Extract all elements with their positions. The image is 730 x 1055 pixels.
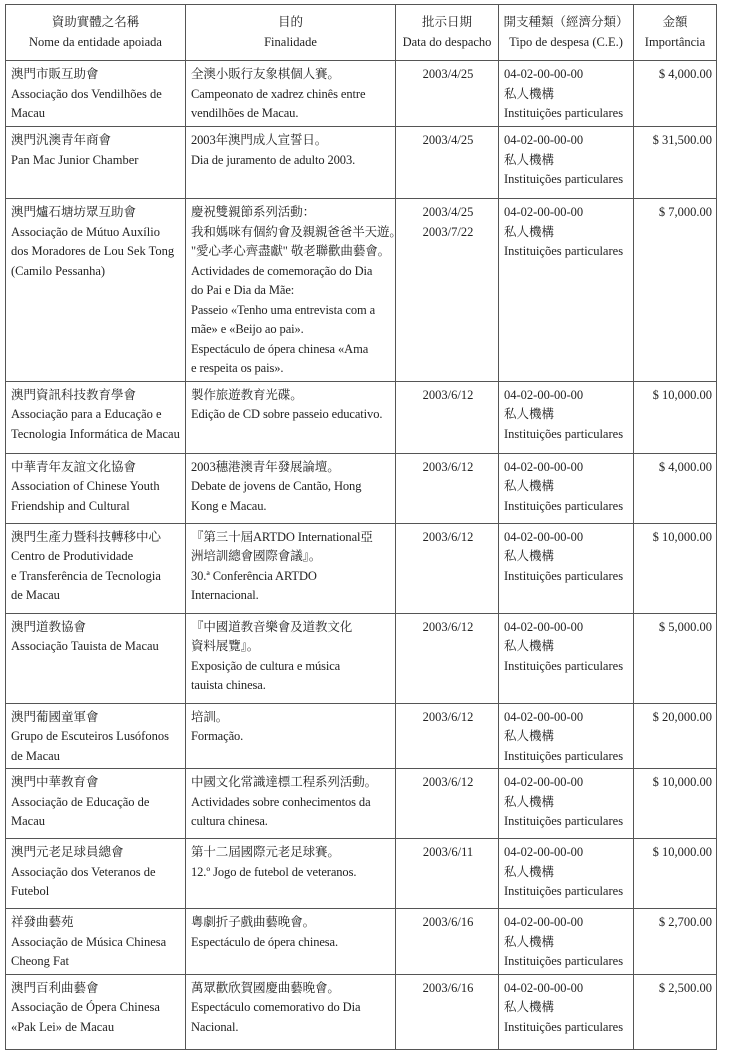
type-line: 04-02-00-00-00 xyxy=(504,459,584,474)
cell-dates xyxy=(396,199,499,382)
entity-line: Associação dos Veteranos de xyxy=(11,864,156,879)
entity-line: Grupo de Escuteiros Lusófonos xyxy=(11,729,169,743)
cell-dates xyxy=(396,127,499,199)
dates-line: 2003/6/12 xyxy=(422,619,474,634)
entity-line: 澳門資訊科技教育學會 xyxy=(11,387,137,402)
purpose-line: Espectáculo de ópera chinesa «Ama xyxy=(191,341,369,356)
entity-line: Centro de Produtividade xyxy=(11,549,134,563)
cell-dates xyxy=(396,769,499,839)
cell-dates xyxy=(396,703,499,769)
entity-line: Tecnologia Informática de Macau xyxy=(11,426,180,441)
type-line: 04-02-00-00-00 xyxy=(504,845,584,859)
purpose-line: Kong e Macau. xyxy=(191,498,267,513)
header-pt: Importância xyxy=(644,34,706,49)
purpose-line: 2003穗港澳青年發展論壇。 xyxy=(191,459,340,474)
cell-purpose xyxy=(186,61,396,127)
purpose-line: 我和媽咪有個約會及親親爸爸半天遊。 xyxy=(191,224,402,239)
type-line: 私人機構 xyxy=(504,864,555,879)
cell-entity xyxy=(6,839,186,909)
dates-line: 2003/6/16 xyxy=(422,980,474,995)
entity-line: dos Moradores de Lou Sek Tong xyxy=(11,244,175,258)
cell-type xyxy=(499,613,634,703)
purpose-line: 『第三十屆ARTDO International亞 xyxy=(191,529,373,544)
entity-line: 澳門元老足球員總會 xyxy=(11,845,124,859)
cell-dates xyxy=(396,523,499,613)
purpose-line: 『中國道教音樂會及道教文化 xyxy=(191,619,353,634)
table-row xyxy=(6,769,717,839)
entity-line: 澳門市販互助會 xyxy=(11,67,99,81)
type-line: 私人機構 xyxy=(504,794,555,809)
entity-line: Associação Tauista de Macau xyxy=(11,639,159,653)
table-row xyxy=(6,61,717,127)
cell-amount: $ 4,000.00 xyxy=(634,61,717,127)
cell-purpose xyxy=(186,974,396,1049)
entity-line: Associação de Educação de xyxy=(11,794,150,809)
type-line: 04-02-00-00-00 xyxy=(504,387,584,402)
table-row xyxy=(6,839,717,909)
purpose-line: do Pai e Dia da Mãe: xyxy=(191,283,295,297)
entity-line: Association of Chinese Youth xyxy=(11,479,160,493)
purpose-line: Dia de juramento de adulto 2003. xyxy=(191,152,356,167)
purpose-line: 萬眾歡欣賀國慶曲藝晚會。 xyxy=(191,980,340,995)
cell-amount: $ 20,000.00 xyxy=(634,703,717,769)
column-header-purpose xyxy=(186,5,396,61)
purpose-line: 培訓。 xyxy=(191,709,229,724)
cell-purpose xyxy=(186,613,396,703)
entity-line: Associação de Mútuo Auxílio xyxy=(11,224,160,239)
cell-type xyxy=(499,839,634,909)
purpose-line: Nacional. xyxy=(191,1019,239,1034)
column-header-date xyxy=(396,5,499,61)
purpose-line: tauista chinesa. xyxy=(191,678,266,692)
dates-line: 2003/6/12 xyxy=(422,709,474,724)
column-header-amount xyxy=(634,5,717,61)
purpose-line: 洲培訓總會國際會議』。 xyxy=(191,549,322,563)
table-row xyxy=(6,613,717,703)
cell-amount: $ 2,500.00 xyxy=(634,974,717,1049)
cell-entity xyxy=(6,769,186,839)
table-row xyxy=(6,909,717,975)
cell-type xyxy=(499,974,634,1049)
entity-line: 澳門道教協會 xyxy=(11,619,87,634)
table-row xyxy=(6,703,717,769)
dates-line: 2003/6/12 xyxy=(422,459,474,474)
purpose-line: 全澳小販行友象棋個人賽。 xyxy=(191,67,340,81)
purpose-line: 12.º Jogo de futebol de veteranos. xyxy=(191,864,357,879)
dates-line: 2003/6/16 xyxy=(422,915,474,929)
cell-entity xyxy=(6,523,186,613)
cell-entity xyxy=(6,61,186,127)
type-line: 私人機構 xyxy=(504,407,555,421)
header-pt: Nome da entidade apoiada xyxy=(29,34,162,49)
type-line: Instituições particulares xyxy=(504,106,624,120)
entity-line: 中華青年友誼文化協會 xyxy=(11,459,137,474)
type-line: Instituições particulares xyxy=(504,1019,624,1034)
entity-line: Macau xyxy=(11,814,46,828)
cell-type xyxy=(499,61,634,127)
dates-line: 2003/6/12 xyxy=(422,387,474,402)
header-zh: 資助實體之名稱 xyxy=(51,15,140,29)
entity-line: Friendship and Cultural xyxy=(11,498,130,513)
entity-line: Cheong Fat xyxy=(11,954,69,968)
header-zh: 金額 xyxy=(662,15,688,29)
cell-dates xyxy=(396,909,499,975)
entity-line: 澳門爐石塘坊眾互助會 xyxy=(11,205,137,219)
table-row xyxy=(6,199,717,382)
type-line: 04-02-00-00-00 xyxy=(504,529,584,544)
cell-entity xyxy=(6,453,186,523)
type-line: Instituições particulares xyxy=(504,814,624,828)
type-line: Instituições particulares xyxy=(504,954,624,968)
header-pt: Finalidade xyxy=(264,34,317,49)
purpose-line: Espectáculo comemorativo do Dia xyxy=(191,1000,361,1014)
dates-line: 2003/6/12 xyxy=(422,529,474,544)
entity-line: Pan Mac Junior Chamber xyxy=(11,152,139,167)
type-line: Instituições particulares xyxy=(504,172,624,186)
type-line: Instituições particulares xyxy=(504,498,624,513)
cell-dates xyxy=(396,453,499,523)
cell-entity xyxy=(6,703,186,769)
cell-amount: $ 10,000.00 xyxy=(634,523,717,613)
cell-amount: $ 7,000.00 xyxy=(634,199,717,382)
table-header-row xyxy=(6,5,717,61)
type-line: 04-02-00-00-00 xyxy=(504,775,584,789)
purpose-line: "愛心孝心齊盡獻" 敬老聯歡曲藝會。 xyxy=(191,244,391,258)
type-line: 私人機構 xyxy=(504,1000,555,1014)
type-line: 私人機構 xyxy=(504,152,555,167)
table-row xyxy=(6,974,717,1049)
purpose-line: Campeonato de xadrez chinês entre xyxy=(191,86,366,101)
table-row xyxy=(6,381,717,453)
dates-line: 2003/6/11 xyxy=(422,845,474,859)
type-line: 04-02-00-00-00 xyxy=(504,709,584,724)
cell-amount: $ 10,000.00 xyxy=(634,839,717,909)
purpose-line: 慶祝雙親節系列活動： xyxy=(191,205,316,219)
type-line: 私人機構 xyxy=(504,86,555,101)
type-line: Instituições particulares xyxy=(504,884,624,898)
entity-line: Futebol xyxy=(11,884,50,898)
cell-purpose xyxy=(186,523,396,613)
entity-line: de Macau xyxy=(11,748,60,763)
cell-type xyxy=(499,199,634,382)
cell-type xyxy=(499,523,634,613)
entity-line: Associação de Música Chinesa xyxy=(11,934,167,949)
header-zh: 開支種類（經濟分類） xyxy=(503,15,629,29)
type-line: 04-02-00-00-00 xyxy=(504,67,584,81)
purpose-line: 第十二屆國際元老足球賽。 xyxy=(191,845,340,859)
entity-line: 祥發曲藝苑 xyxy=(11,915,74,929)
table-row xyxy=(6,453,717,523)
table-row xyxy=(6,127,717,199)
cell-purpose xyxy=(186,381,396,453)
entity-line: 澳門中華教育會 xyxy=(11,775,99,789)
purpose-line: vendilhões de Macau. xyxy=(191,106,299,120)
purpose-line: Edição de CD sobre passeio educativo. xyxy=(191,407,383,421)
type-line: 私人機構 xyxy=(504,549,555,563)
purpose-line: 2003年澳門成人宣誓日。 xyxy=(191,133,328,147)
entity-line: e Transferência de Tecnologia xyxy=(11,568,161,583)
type-line: 04-02-00-00-00 xyxy=(504,980,584,995)
header-zh: 目的 xyxy=(277,15,303,29)
cell-entity xyxy=(6,127,186,199)
cell-amount: $ 4,000.00 xyxy=(634,453,717,523)
entity-line: 澳門百利曲藝會 xyxy=(11,980,99,995)
purpose-line: 中國文化常識達標工程系列活動。 xyxy=(191,775,378,789)
type-line: Instituições particulares xyxy=(504,748,624,763)
purpose-line: Passeio «Tenho uma entrevista com a xyxy=(191,302,376,317)
purpose-line: Debate de jovens de Cantão, Hong xyxy=(191,479,362,493)
cell-dates xyxy=(396,613,499,703)
type-line: 私人機構 xyxy=(504,639,555,653)
cell-purpose xyxy=(186,127,396,199)
table-row xyxy=(6,523,717,613)
cell-amount: $ 31,500.00 xyxy=(634,127,717,199)
type-line: 私人機構 xyxy=(504,729,555,743)
cell-entity xyxy=(6,613,186,703)
column-header-type xyxy=(499,5,634,61)
header-pt: Tipo de despesa (C.E.) xyxy=(509,34,623,49)
purpose-line: mãe» e «Beijo ao pai». xyxy=(191,322,304,336)
purpose-line: 資料展覽』。 xyxy=(191,639,260,653)
entity-line: «Pak Lei» de Macau xyxy=(11,1019,115,1034)
purpose-line: Exposição de cultura e música xyxy=(191,658,341,673)
type-line: 私人機構 xyxy=(504,224,555,239)
dates-line: 2003/6/12 xyxy=(422,775,474,789)
header-pt: Data do despacho xyxy=(402,34,492,49)
entity-line: Associação de Ópera Chinesa xyxy=(11,1000,160,1014)
cell-type xyxy=(499,127,634,199)
cell-amount: $ 5,000.00 xyxy=(634,613,717,703)
cell-dates xyxy=(396,839,499,909)
type-line: 04-02-00-00-00 xyxy=(504,619,584,634)
dates-line: 2003/4/25 xyxy=(422,133,474,147)
purpose-line: 粵劇折子戲曲藝晚會。 xyxy=(191,915,316,929)
purpose-line: Actividades de comemoração do Dia xyxy=(191,263,373,278)
type-line: Instituições particulares xyxy=(504,568,624,583)
entity-line: de Macau xyxy=(11,588,60,602)
cell-dates xyxy=(396,974,499,1049)
type-line: 私人機構 xyxy=(504,934,555,949)
cell-type xyxy=(499,769,634,839)
type-line: Instituições particulares xyxy=(504,244,624,258)
cell-type xyxy=(499,381,634,453)
type-line: 04-02-00-00-00 xyxy=(504,915,584,929)
header-zh: 批示日期 xyxy=(421,15,472,29)
entity-line: Macau xyxy=(11,106,46,120)
purpose-line: 30.ª Conferência ARTDO xyxy=(191,568,317,583)
cell-amount: $ 10,000.00 xyxy=(634,381,717,453)
cell-dates xyxy=(396,381,499,453)
purpose-line: 製作旅遊教育光碟。 xyxy=(191,387,303,402)
purpose-line: Espectáculo de ópera chinesa. xyxy=(191,934,339,949)
cell-amount: $ 10,000.00 xyxy=(634,769,717,839)
cell-type xyxy=(499,703,634,769)
cell-entity xyxy=(6,199,186,382)
cell-purpose xyxy=(186,769,396,839)
dates-line: 2003/4/25 xyxy=(422,205,474,219)
cell-purpose xyxy=(186,909,396,975)
purpose-line: Internacional. xyxy=(191,588,259,602)
cell-entity xyxy=(6,909,186,975)
entity-line: (Camilo Pessanha) xyxy=(11,263,106,278)
column-header-entity xyxy=(6,5,186,61)
type-line: Instituições particulares xyxy=(504,426,624,441)
type-line: Instituições particulares xyxy=(504,658,624,673)
purpose-line: Formação. xyxy=(191,729,244,743)
cell-entity xyxy=(6,974,186,1049)
dates-line: 2003/7/22 xyxy=(422,224,474,239)
entity-line: 澳門生產力暨科技轉移中心 xyxy=(11,529,162,544)
cell-purpose xyxy=(186,839,396,909)
cell-purpose xyxy=(186,703,396,769)
entity-line: 澳門汎澳青年商會 xyxy=(11,133,112,147)
cell-type xyxy=(499,453,634,523)
entity-line: Associação para a Educação e xyxy=(11,407,162,421)
cell-type xyxy=(499,909,634,975)
cell-amount: $ 2,700.00 xyxy=(634,909,717,975)
dates-line: 2003/4/25 xyxy=(422,67,474,81)
type-line: 04-02-00-00-00 xyxy=(504,133,584,147)
entity-line: 澳門葡國童軍會 xyxy=(11,709,99,724)
subsidy-table xyxy=(5,4,717,1050)
cell-purpose xyxy=(186,199,402,382)
entity-line: Associação dos Vendilhões de xyxy=(11,86,162,101)
purpose-line: cultura chinesa. xyxy=(191,814,268,828)
cell-dates xyxy=(396,61,499,127)
cell-purpose xyxy=(186,453,396,523)
purpose-line: Actividades sobre conhecimentos da xyxy=(191,794,371,809)
type-line: 私人機構 xyxy=(504,479,555,493)
purpose-line: e respeita os pais». xyxy=(191,361,284,375)
cell-entity xyxy=(6,381,186,453)
type-line: 04-02-00-00-00 xyxy=(504,205,584,219)
